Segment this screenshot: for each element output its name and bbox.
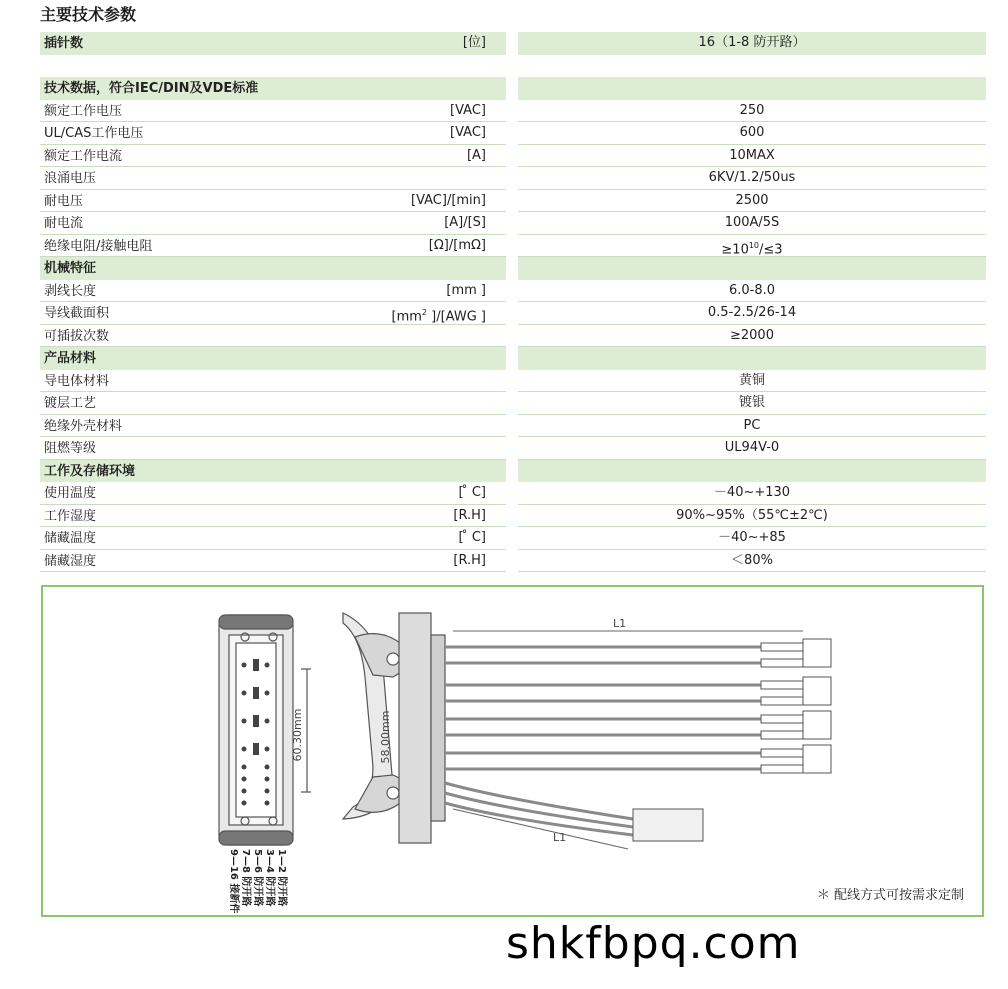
spec-row: [40, 415, 986, 438]
row-value: ≥2000: [518, 325, 986, 348]
page-title: 主要技术参数: [40, 5, 137, 24]
spec-row: [40, 437, 986, 460]
row-label: 工作湿度: [44, 508, 97, 524]
spec-row: [40, 145, 986, 168]
spec-row: [40, 302, 986, 325]
row-value: 600: [518, 122, 986, 145]
section-header: [40, 347, 986, 370]
spec-row: [40, 167, 986, 190]
row-unit: [VAC]: [450, 125, 486, 140]
spec-row: [40, 392, 986, 415]
spec-row: [40, 370, 986, 393]
row-label: 储藏温度: [44, 531, 97, 546]
pin-count-row: [40, 32, 986, 55]
row-value: $\ge 10^{10}/\le 3$: [518, 235, 986, 258]
legend-line: 5—6 防开路: [252, 849, 263, 907]
row-value: 16（1-8 防开路）: [518, 32, 986, 55]
row-value: ＜80%: [518, 550, 986, 573]
section-title: 产品材料: [44, 351, 97, 366]
section-title: 机械特征: [44, 261, 97, 276]
height-dimension: 58.00mm: [379, 710, 392, 764]
row-value: 黄铜: [518, 370, 986, 393]
row-label: UL/CAS工作电压: [44, 126, 144, 141]
row-label: 镀层工艺: [44, 396, 97, 411]
row-unit: [R.H]: [453, 552, 486, 568]
row-label: 储藏湿度: [44, 553, 97, 569]
row-value: 10MAX: [518, 145, 986, 168]
section-header: [40, 77, 986, 100]
row-unit: [A]/[S]: [444, 215, 486, 230]
row-value: 6.0-8.0: [518, 280, 986, 303]
row-label: 使用温度: [44, 486, 97, 501]
row-label: 额定工作电流: [44, 148, 123, 164]
row-label: 绝缘电阻/接触电阻: [44, 238, 153, 254]
spec-table: [40, 32, 986, 572]
row-value: 2500: [518, 190, 986, 213]
row-label: 导线截面积: [44, 306, 110, 321]
connector-drawing: [43, 587, 982, 915]
row-unit: [Ω]/[mΩ]: [428, 237, 486, 253]
row-label: 阻燃等级: [44, 441, 97, 456]
spec-row: [40, 190, 986, 213]
spec-row: [40, 325, 986, 348]
connector-diagram: [41, 585, 984, 917]
width-dimension: 60.30mm: [291, 708, 304, 762]
row-value: PC: [518, 415, 986, 438]
row-value: UL94V-0: [518, 437, 986, 460]
wire-bundle: [445, 647, 803, 835]
wiring-note: ＊ 配线方式可按需求定制: [816, 888, 964, 903]
pin-legend: [228, 849, 289, 913]
legend-line: 3—4 防开路: [264, 849, 275, 907]
row-value: 0.5-2.5/26-14: [518, 302, 986, 325]
row-value: －40~+85: [518, 527, 986, 550]
row-value: 90%~95%（55℃±2℃): [518, 505, 986, 528]
legend-line: 9—16 接新件: [228, 849, 239, 914]
spec-row: [40, 100, 986, 123]
cable-length-bottom-label: L1: [553, 831, 567, 844]
spec-row: [40, 280, 986, 303]
row-value: －40~+130: [518, 482, 986, 505]
row-value: 100A/5S: [518, 212, 986, 235]
row-unit: [ ̊ C]: [458, 485, 486, 500]
row-label: 剥线长度: [44, 283, 97, 299]
row-label: 可插拔次数: [44, 328, 110, 344]
section-title: 工作及存储环境: [44, 463, 136, 479]
watermark: shkfbpq.com: [506, 918, 801, 969]
row-unit: [ ̊ C]: [458, 530, 486, 545]
row-unit: [VAC]/[min]: [411, 192, 486, 208]
row-value: 250: [518, 100, 986, 123]
cable-length-top-label: L1: [613, 617, 627, 630]
row-unit: [R.H]: [453, 507, 486, 523]
spec-row: [40, 122, 986, 145]
row-unit: [A]: [466, 147, 486, 163]
wire-terminals: [633, 639, 831, 841]
spec-row: [40, 212, 986, 235]
row-unit: [mm ]: [446, 282, 486, 298]
section-header: [40, 257, 986, 280]
row-label: 额定工作电压: [44, 103, 123, 119]
row-unit: [位]: [462, 35, 486, 50]
row-label: 浪涌电压: [44, 171, 97, 186]
section-header: [40, 460, 986, 483]
row-label: 绝缘外壳材料: [44, 418, 123, 434]
row-label: 导电体材料: [44, 373, 110, 389]
spec-row: [40, 235, 986, 258]
legend-line: 1—2 防开路: [276, 849, 287, 907]
spacer-row: [40, 55, 986, 78]
side-view: [343, 613, 445, 843]
row-label: 耐电流: [44, 216, 84, 231]
row-unit: [VAC]: [450, 102, 486, 118]
spec-row: [40, 505, 986, 528]
section-title: 技术数据，符合IEC/DIN及VDE标准: [44, 81, 259, 96]
row-label: 插针数: [44, 36, 84, 51]
row-value: 6KV/1.2/50us: [518, 167, 986, 190]
row-unit: [$mm^2$ ]/[AWG ]: [391, 308, 486, 325]
spec-row: [40, 550, 986, 573]
spec-row: [40, 527, 986, 550]
legend-line: 7—8 防开路: [240, 849, 251, 907]
spec-row: [40, 482, 986, 505]
row-label: 耐电压: [44, 193, 84, 209]
row-value: 镀银: [518, 392, 986, 415]
